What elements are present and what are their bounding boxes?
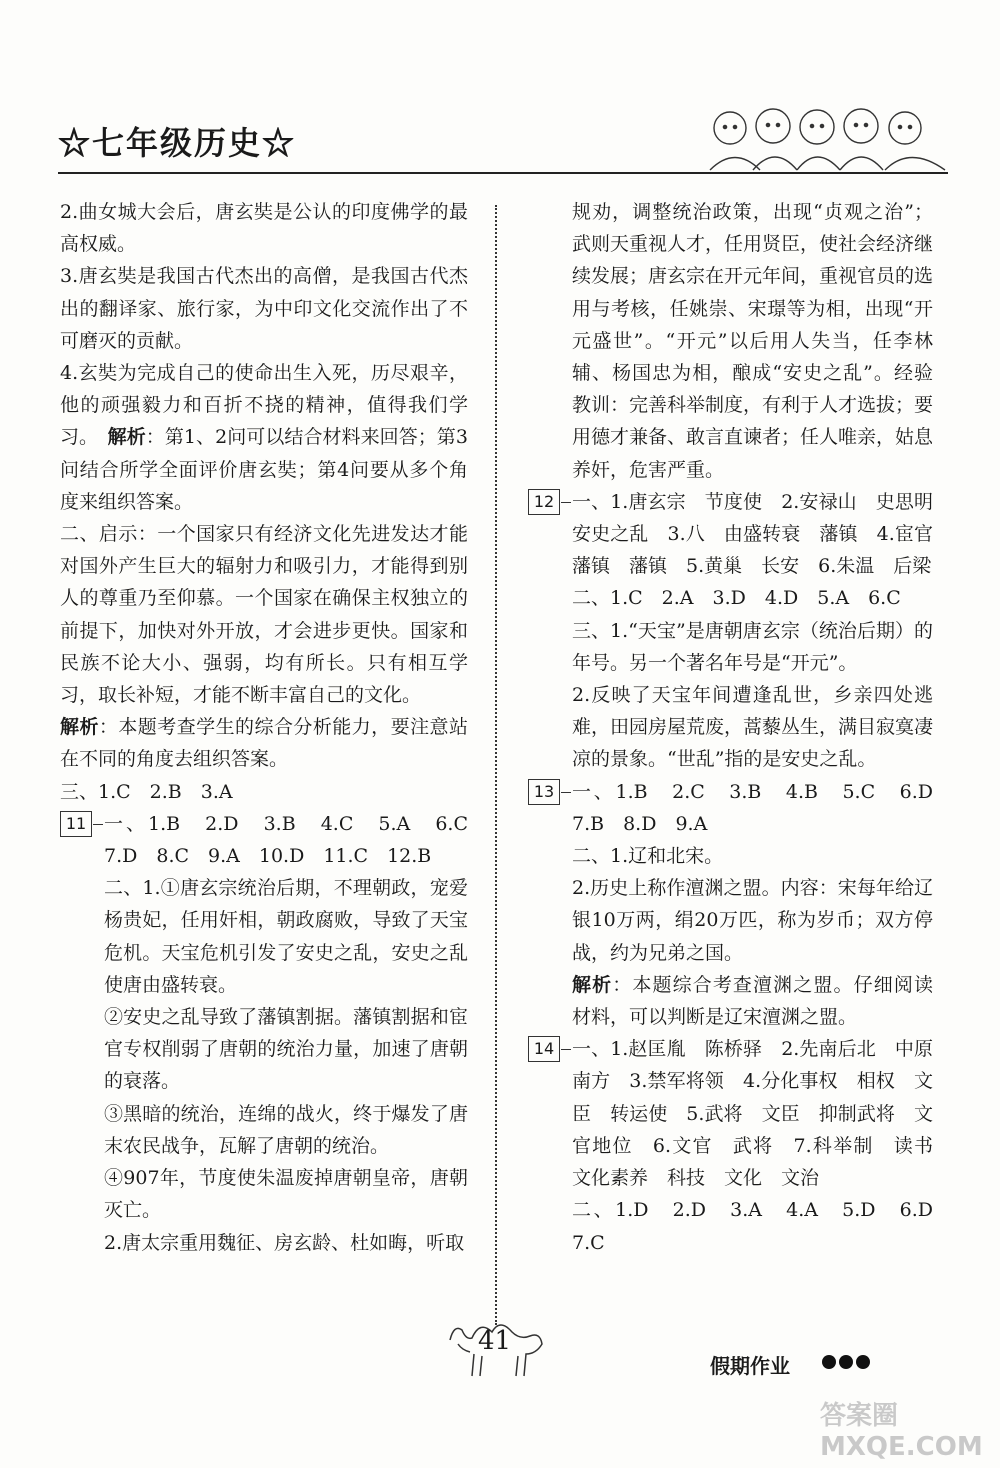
page-footer [0, 1290, 1000, 1468]
header-rule [58, 172, 948, 174]
answer-paragraph: 一、1.赵匡胤 陈桥驿 2.先南后北 中原 南方 3.禁军将领 4.分化事权 相权 文臣 转运使 5.武将 文臣 抑制武将 文官地位 6.文官 武将 7.科举制 读书 文化素养 科技 文化 文治 [572, 1038, 953, 1190]
answer-paragraph: 二、1.辽和北宋。 [572, 845, 724, 868]
answer-paragraph: 一、1.B 2.D 3.B 4.C 5.A 6.C 7.D 8.C 9.A 10.D 11.C 12.B [104, 812, 488, 868]
answer-paragraph: 2.曲女城大会后，唐玄奘是公认的印度佛学的最高权威。 [60, 201, 468, 256]
answer-paragraph: 一、1.B 2.C 3.B 4.B 5.C 6.D 7.B 8.D 9.A [572, 780, 953, 835]
answer-paragraph [60, 711, 468, 775]
section-number-box: 12 [528, 489, 560, 515]
section-11 [60, 808, 488, 872]
page-title: ☆七年级历史☆ [58, 124, 297, 162]
right-column [528, 196, 953, 1259]
section-number-box: 11 [60, 811, 92, 837]
analysis-label: 解析 [572, 973, 613, 996]
section-12 [528, 486, 953, 583]
answer-text: 4.玄奘为完成自己的使命出生入死，历尽艰辛，他的顽强毅力和百折不挠的精神，值得我们学习。 [60, 362, 468, 449]
answer-paragraph: 2.历史上称作澶渊之盟。内容：宋每年给辽银10万两，绢20万匹，称为岁币；双方停战，约为兄弟之国。 [572, 877, 933, 964]
answer-paragraph [60, 357, 468, 518]
analysis-label: 解析 [60, 716, 99, 739]
analysis-text: ：本题综合考查澶渊之盟。仔细阅读材料，可以判断是辽宋澶渊之盟。 [572, 973, 933, 1029]
section-number-box: 14 [528, 1036, 560, 1062]
cartoon-children-illustration [705, 100, 950, 172]
answer-paragraph [528, 969, 933, 1033]
answer-paragraph: 三、1.C 2.B 3.A [60, 780, 233, 803]
answer-paragraph: 3.唐玄奘是我国古代杰出的高僧，是我国古代杰出的翻译家、旅行家，为中印文化交流作出了不可磨灭的贡献。 [60, 265, 468, 352]
watermark: 答案圈 MXQE.COM [820, 1401, 983, 1462]
answer-paragraph: 一、1.唐玄宗 节度使 2.安禄山 史思明 安史之乱 3.八 由盛转衰 藩镇 4.宦官 藩镇 藩镇 5.黄巢 长安 6.朱温 后梁 [572, 490, 953, 578]
answer-paragraph: ②安史之乱导致了藩镇割据。藩镇割据和宦官专权削弱了唐朝的统治力量，加速了唐朝的衰落。 [104, 1006, 468, 1093]
column-divider [495, 205, 497, 1325]
answer-paragraph: 二、1.C 2.A 3.D 4.D 5.A 6.C [572, 587, 901, 610]
answer-paragraph: ④907年，节度使朱温废掉唐朝皇帝，唐朝灭亡。 [104, 1167, 468, 1222]
answer-paragraph: 2.唐太宗重用魏征、房玄龄、杜如晦，听取 [104, 1231, 465, 1254]
left-column [60, 196, 488, 1259]
section-13 [528, 776, 953, 840]
answer-paragraph: 二、1.D 2.D 3.A 4.A 5.D 6.D 7.C [572, 1199, 953, 1254]
page-header [0, 0, 1000, 180]
answer-paragraph: 规劝，调整统治政策，出现“贞观之治”；武则天重视人才，任用贤臣，使社会经济继续发展；唐玄宗在开元年间，重视官员的选用与考核，任姚崇、宋璟等为相，出现“开元盛世”。“开元”以后用人失当，任李林辅、杨国忠为相，酿成“安史之乱”。经验教训：完善科举制度，有利于人才选拔；要用德才兼备、敢言直谏者；任人唯亲，姑息养奸，危害严重。 [572, 201, 934, 481]
analysis-text: ：本题考查学生的综合分析能力，要注意站在不同的角度去组织答案。 [60, 716, 468, 771]
answer-paragraph: 二、1.①唐玄宗统治后期，不理朝政，宠爱杨贵妃，任用奸相，朝政腐败，导致了天宝危机。天宝危机引发了安史之乱，安史之乱使唐由盛转衰。 [104, 877, 468, 996]
analysis-label: 解析 [107, 426, 146, 449]
section-14 [528, 1033, 953, 1194]
footer-dots-decoration [822, 1354, 873, 1373]
page-number: 41 [478, 1326, 512, 1356]
section-number-box: 13 [528, 779, 560, 805]
answer-paragraph: 2.反映了天宝年间遭逢乱世，乡亲四处逃难，田园房屋荒废，蒿藜丛生，满目寂寞凄凉的景象。“世乱”指的是安史之乱。 [572, 684, 934, 771]
answer-paragraph: ③黑暗的统治，连绵的战火，终于爆发了唐末农民战争，瓦解了唐朝的统治。 [104, 1102, 468, 1157]
answer-paragraph: 二、启示：一个国家只有经济文化先进发达才能对国外产生巨大的辐射力和吸引力，才能得到别人的尊重乃至仰慕。一个国家在确保主权独立的前提下，加快对外开放，才会进步更快。国家和民族不论大小、强弱，均有所长。只有相互学习，取长补短，才能不断丰富自己的文化。 [60, 523, 468, 707]
answer-paragraph: 三、1.“天宝”是唐朝唐玄宗（统治后期）的年号。另一个著名年号是“开元”。 [572, 619, 933, 674]
footer-label: 假期作业 [710, 1354, 790, 1378]
analysis-text: ：第1、2问可以结合材料来回答；第3问结合所学全面评价唐玄奘；第4问要从多个角度来组织答案。 [60, 426, 468, 513]
